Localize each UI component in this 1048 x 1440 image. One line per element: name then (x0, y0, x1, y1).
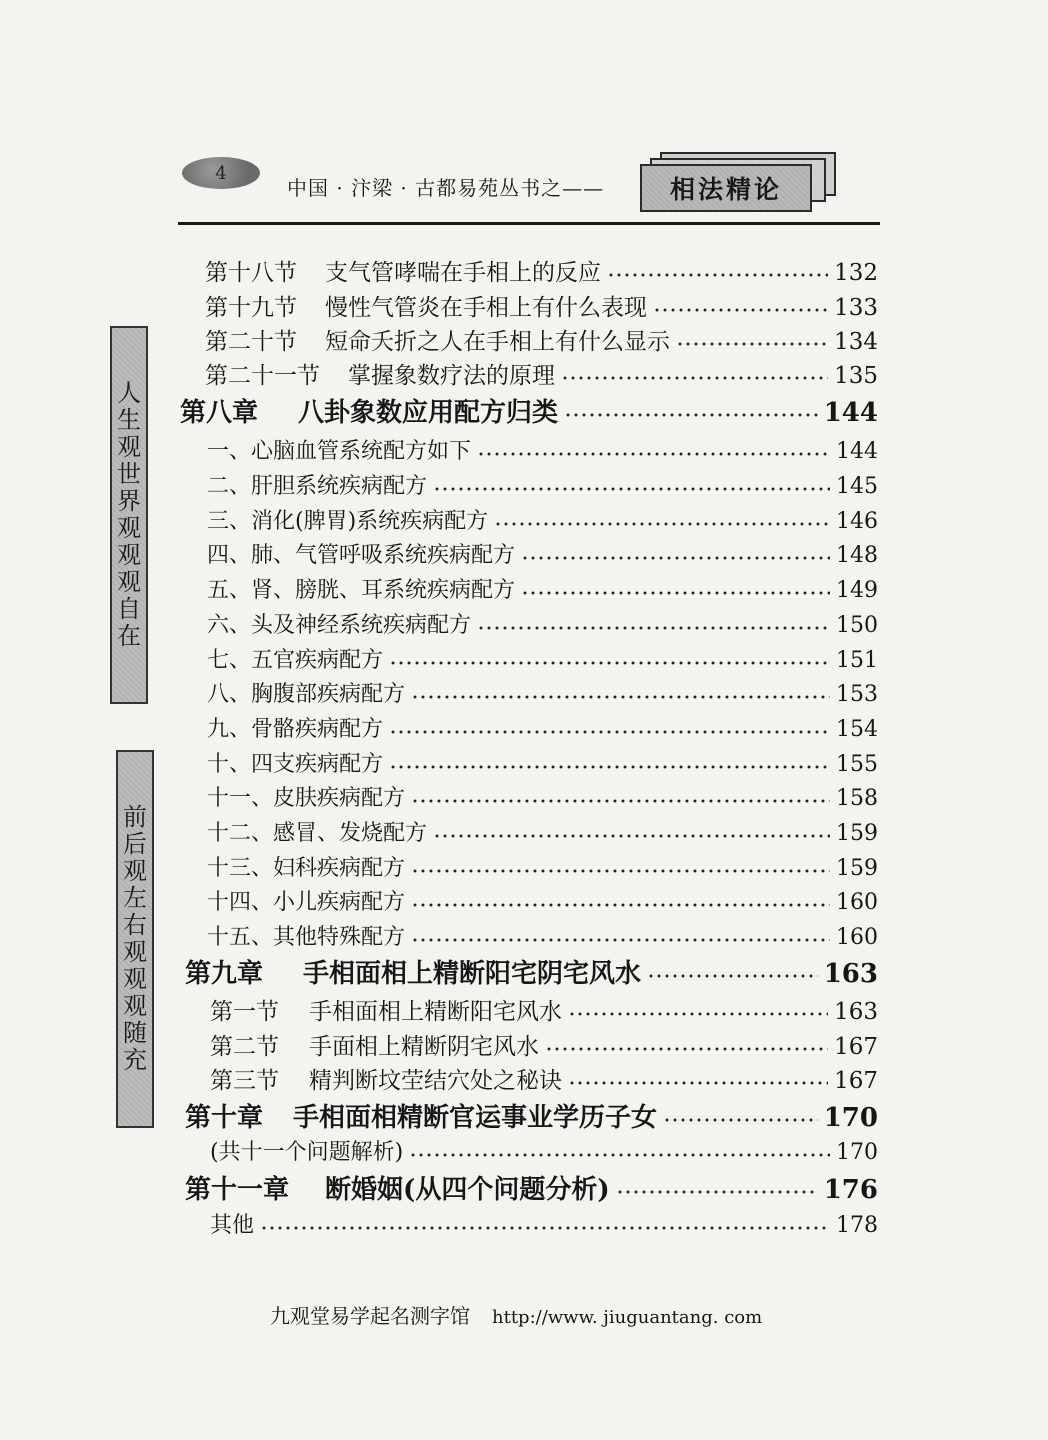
toc-entry-title: 手相面相上精断阳宅阴宅风水 (303, 959, 642, 989)
toc-entry-title: 其他 (210, 1213, 255, 1238)
toc-entry-title: 十五、其他特殊配方 (207, 925, 406, 950)
toc-page-number: 149 (836, 578, 878, 603)
toc-page-number: 159 (836, 821, 878, 846)
toc-entry (210, 1028, 878, 1061)
footer-text: 九观堂易学起名测字馆 (270, 1304, 470, 1328)
toc-entry-title: 手相面相上精断阳宅风水 (309, 999, 562, 1025)
toc-entry-title: 五、肾、膀胱、耳系统疾病配方 (207, 578, 516, 603)
toc-entry-label: 第三节 (210, 1068, 279, 1094)
toc-leader-dots (561, 376, 828, 380)
toc-page-number: 159 (836, 856, 878, 881)
side-tab-char: 生 (117, 406, 141, 434)
side-tab-char: 随 (123, 1019, 147, 1047)
toc-page-number: 150 (836, 613, 878, 638)
toc-entry (205, 289, 878, 322)
toc-leader-dots (521, 591, 830, 595)
toc-entry (205, 254, 878, 287)
toc-page-number: 167 (834, 1068, 878, 1094)
toc-entry-label: 第八章 (180, 398, 259, 428)
toc-leader-dots (411, 799, 830, 803)
toc-entry-title: 八卦象数应用配方归类 (298, 398, 559, 428)
toc-leader-dots (568, 1081, 828, 1085)
toc-leader-dots (647, 974, 818, 978)
toc-leader-dots (616, 1190, 818, 1194)
side-tab-char: 观 (117, 514, 141, 542)
toc-entry-title: 掌握象数疗法的原理 (348, 363, 555, 389)
toc-entry-title: 短命夭折之人在手相上有什么显示 (325, 329, 670, 355)
toc-leader-dots (433, 834, 830, 838)
side-tab-char: 观 (123, 992, 147, 1020)
toc-entry (207, 434, 878, 465)
toc-page-number: 178 (836, 1213, 878, 1238)
toc-entry (180, 392, 878, 429)
toc-entry (210, 1208, 878, 1239)
series-title: 中国 · 汴梁 · 古都易苑丛书之—— (287, 176, 605, 200)
toc-entry (207, 885, 878, 916)
toc-entry-label: 第一节 (210, 999, 279, 1025)
side-tab-char: 观 (117, 568, 141, 596)
toc-page-number: 154 (836, 717, 878, 742)
side-tab-char: 左 (123, 884, 147, 912)
toc-page-number: 145 (836, 474, 878, 499)
toc-entry-title: 七、五官疾病配方 (207, 648, 384, 673)
toc-leader-dots (676, 342, 828, 346)
toc-entry-title: 六、头及神经系统疾病配方 (207, 613, 472, 638)
toc-page-number: 148 (836, 543, 878, 568)
toc-entry-title: 慢性气管炎在手相上有什么表现 (325, 295, 647, 321)
toc-page-number: 133 (834, 295, 878, 321)
toc-leader-dots (653, 308, 828, 312)
toc-entry (210, 993, 878, 1026)
side-tab-char: 世 (117, 460, 141, 488)
toc-entry (207, 781, 878, 812)
toc-entry (205, 323, 878, 356)
toc-leader-dots (494, 522, 830, 526)
book-title: 相法精论 (640, 164, 812, 212)
toc-entry-label: 第十九节 (205, 295, 297, 321)
toc-entry (207, 469, 878, 500)
page-number: 4 (215, 162, 227, 184)
side-tab-char: 充 (123, 1046, 147, 1074)
toc-leader-dots (607, 273, 828, 277)
toc-entry (205, 357, 878, 390)
toc-entry (210, 1135, 878, 1166)
toc-entry-label: 第二节 (210, 1034, 279, 1060)
toc-entry (207, 747, 878, 778)
side-tab-char: 右 (123, 911, 147, 939)
toc-entry (185, 1169, 878, 1206)
toc-page-number: 163 (834, 999, 878, 1025)
toc-entry (207, 573, 878, 604)
side-tab-char: 观 (117, 541, 141, 569)
footer (270, 1300, 762, 1329)
toc-entry-title: 十三、妇科疾病配方 (207, 856, 406, 881)
side-tab-char: 在 (117, 622, 141, 650)
side-tab-char: 观 (123, 857, 147, 885)
toc-entry (210, 1062, 878, 1095)
toc-entry (207, 608, 878, 639)
toc-page-number: 170 (836, 1140, 878, 1165)
side-tab-char: 前 (123, 803, 147, 831)
toc-entry-title: 十、四支疾病配方 (207, 752, 384, 777)
toc-leader-dots (411, 938, 830, 942)
toc-page-number: 160 (836, 925, 878, 950)
toc-entry-label: 第十八节 (205, 260, 297, 286)
toc-entry-title: 断婚姻(从四个问题分析) (325, 1175, 610, 1205)
toc-entry-title: 九、骨骼疾病配方 (207, 717, 384, 742)
toc-entry-label: 第二十一节 (205, 363, 320, 389)
toc-entry-title: 一、心脑血管系统配方如下 (207, 439, 472, 464)
toc-leader-dots (545, 1047, 828, 1051)
toc-entry-label: 第九章 (185, 959, 264, 989)
toc-entry-label: 第十一章 (185, 1175, 290, 1205)
toc-entry-title: 二、肝胆系统疾病配方 (207, 474, 428, 499)
toc-entry-label: 第十章 (185, 1103, 264, 1133)
toc-page-number: 144 (836, 439, 878, 464)
toc-entry (207, 643, 878, 674)
toc-page-number: 158 (836, 786, 878, 811)
toc-entry-title: (共十一个问题解析) (210, 1140, 404, 1165)
toc-entry (207, 920, 878, 951)
toc-page-number: 132 (834, 260, 878, 286)
toc-page-number: 134 (834, 329, 878, 355)
toc-leader-dots (260, 1226, 830, 1230)
footer-url: http://www. jiuguantang. com (492, 1307, 763, 1328)
toc-leader-dots (663, 1118, 818, 1122)
toc-leader-dots (411, 869, 830, 873)
side-tab-char: 观 (117, 433, 141, 461)
side-tab-char: 观 (123, 938, 147, 966)
toc-entry (207, 538, 878, 569)
toc-leader-dots (389, 661, 830, 665)
toc-entry (207, 677, 878, 708)
toc-leader-dots (411, 903, 830, 907)
toc-entry (207, 851, 878, 882)
toc-leader-dots (433, 487, 830, 491)
toc-page-number: 176 (823, 1175, 878, 1205)
toc-page-number: 153 (836, 682, 878, 707)
toc-leader-dots (477, 452, 830, 456)
side-tab-char: 后 (123, 830, 147, 858)
toc-entry-title: 精判断坟茔结穴处之秘诀 (309, 1068, 562, 1094)
toc-page-number: 167 (834, 1034, 878, 1060)
toc-entry-title: 十一、皮肤疾病配方 (207, 786, 406, 811)
toc-entry (185, 953, 878, 990)
toc-leader-dots (477, 626, 830, 630)
book-title-tab (640, 150, 840, 214)
toc-entry-title: 十二、感冒、发烧配方 (207, 821, 428, 846)
toc-entry-title: 三、消化(脾胃)系统疾病配方 (207, 509, 489, 534)
side-tab-char: 人 (117, 379, 141, 407)
toc-entry (185, 1097, 878, 1134)
toc-leader-dots (568, 1012, 828, 1016)
side-tab-lower (116, 750, 154, 1128)
toc-leader-dots (389, 765, 830, 769)
page-number-badge (182, 157, 260, 189)
toc-leader-dots (409, 1153, 830, 1157)
toc-page-number: 163 (823, 959, 878, 989)
toc-page-number: 151 (836, 648, 878, 673)
toc-entry-title: 十四、小儿疾病配方 (207, 890, 406, 915)
toc-page-number: 155 (836, 752, 878, 777)
header-rule (178, 222, 880, 225)
toc-entry-title: 支气管哮喘在手相上的反应 (325, 260, 601, 286)
toc-page-number: 170 (823, 1103, 878, 1133)
toc-leader-dots (564, 413, 818, 417)
toc-leader-dots (411, 695, 830, 699)
toc-entry-title: 手面相上精断阴宅风水 (309, 1034, 539, 1060)
side-tab-char: 自 (117, 595, 141, 623)
toc-page-number: 135 (834, 363, 878, 389)
toc-entry-title: 四、肺、气管呼吸系统疾病配方 (207, 543, 516, 568)
toc-entry-label: 第二十节 (205, 329, 297, 355)
toc-entry-title: 手相面相精断官运事业学历子女 (293, 1103, 658, 1133)
side-tab-upper (110, 326, 148, 704)
toc-entry (207, 504, 878, 535)
side-tab-char: 观 (123, 965, 147, 993)
toc-page-number: 160 (836, 890, 878, 915)
toc-page-number: 146 (836, 509, 878, 534)
toc-entry (207, 816, 878, 847)
toc-page-number: 144 (823, 398, 878, 428)
toc-entry-title: 八、胸腹部疾病配方 (207, 682, 406, 707)
toc-leader-dots (521, 556, 830, 560)
toc-entry (207, 712, 878, 743)
toc-leader-dots (389, 730, 830, 734)
side-tab-char: 界 (117, 487, 141, 515)
